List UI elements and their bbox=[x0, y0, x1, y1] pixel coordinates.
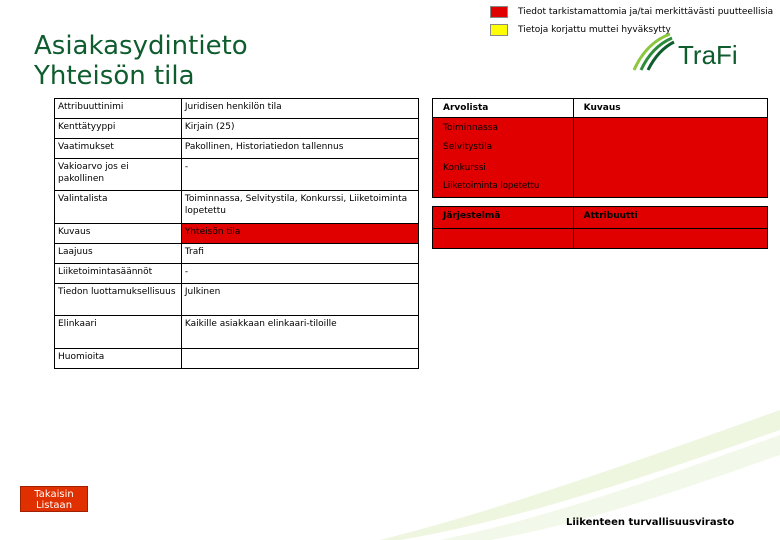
value-list-item: Selvitystila bbox=[443, 142, 493, 152]
attribute-key: Valintalista bbox=[55, 191, 182, 224]
attribute-key: Laajuus bbox=[55, 244, 182, 264]
description-header: Kuvaus bbox=[573, 99, 767, 118]
attribute-value: Juridisen henkilön tila bbox=[181, 99, 418, 119]
value-list-item: Konkurssi bbox=[443, 163, 486, 173]
value-list-item: Toiminnassa bbox=[443, 123, 499, 133]
red-swatch bbox=[490, 6, 508, 18]
attribute-row bbox=[55, 224, 419, 244]
value-list-row bbox=[433, 118, 768, 198]
attribute-value: Kaikille asiakkaan elinkaari-tiloille bbox=[181, 316, 418, 349]
attribute-value: Trafi bbox=[181, 244, 418, 264]
attribute-row bbox=[55, 159, 419, 191]
footer-agency-name: Liikenteen turvallisuusvirasto bbox=[566, 517, 735, 528]
value-list-header: Arvolista bbox=[433, 99, 574, 118]
attribute-value: Kirjain (25) bbox=[181, 119, 418, 139]
title-line-2: Yhteisön tila bbox=[34, 61, 195, 91]
attribute-value: - bbox=[181, 264, 418, 284]
value-list-table bbox=[432, 98, 768, 198]
attribute-key: Kenttätyyppi bbox=[55, 119, 182, 139]
attribute-key: Vaatimukset bbox=[55, 139, 182, 159]
system-header-row bbox=[433, 207, 768, 229]
value-list-items bbox=[433, 118, 574, 198]
system-cell bbox=[433, 229, 574, 249]
legend-label: Tiedot tarkistamattomia ja/tai merkittävästi puutteellisia bbox=[518, 7, 774, 17]
attribute-header: Attribuutti bbox=[573, 207, 767, 229]
attribute-value: Toiminnassa, Selvitystila, Konkurssi, Liiketoiminta lopetettu bbox=[181, 191, 418, 224]
trafi-logo bbox=[628, 30, 758, 72]
legend-item-unverified bbox=[490, 3, 773, 21]
attribute-row bbox=[55, 139, 419, 159]
value-list-item: Liiketoiminta lopetettu bbox=[443, 181, 540, 191]
page-title bbox=[34, 31, 248, 91]
attribute-row bbox=[55, 264, 419, 284]
attribute-key: Tiedon luottamuksellisuus bbox=[55, 284, 182, 316]
attribute-cell bbox=[573, 229, 767, 249]
back-button-line-1: Takaisin bbox=[34, 489, 74, 500]
attribute-key: Elinkaari bbox=[55, 316, 182, 349]
attribute-value: - bbox=[181, 159, 418, 191]
back-button-line-2: Listaan bbox=[35, 500, 73, 511]
yellow-swatch bbox=[490, 24, 508, 36]
value-list-description bbox=[573, 118, 767, 198]
attribute-value bbox=[181, 349, 418, 369]
attribute-row bbox=[55, 284, 419, 316]
attribute-key: Liiketoimintasäännöt bbox=[55, 264, 182, 284]
title-line-1: Asiakasydintieto bbox=[34, 31, 248, 61]
attribute-row bbox=[55, 99, 419, 119]
system-header: Järjestelmä bbox=[433, 207, 574, 229]
attribute-value: Yhteisön tila bbox=[181, 224, 418, 244]
legend-label: Tietoja korjattu muttei hyväksytty bbox=[518, 25, 671, 35]
attribute-value: Julkinen bbox=[181, 284, 418, 316]
attribute-table bbox=[54, 98, 419, 369]
attribute-key: Attribuuttinimi bbox=[55, 99, 182, 119]
attribute-row bbox=[55, 316, 419, 349]
attribute-row bbox=[55, 119, 419, 139]
attribute-key: Kuvaus bbox=[55, 224, 182, 244]
attribute-value: Pakollinen, Historiatiedon tallennus bbox=[181, 139, 418, 159]
attribute-row bbox=[55, 349, 419, 369]
system-table bbox=[432, 206, 768, 249]
value-list-header-row bbox=[433, 99, 768, 118]
system-row bbox=[433, 229, 768, 249]
svg-text:TraFi: TraFi bbox=[678, 40, 738, 70]
attribute-row bbox=[55, 191, 419, 224]
attribute-row bbox=[55, 244, 419, 264]
attribute-key: Vakioarvo jos ei pakollinen bbox=[55, 159, 182, 191]
attribute-key: Huomioita bbox=[55, 349, 182, 369]
back-to-list-button[interactable] bbox=[20, 486, 88, 512]
